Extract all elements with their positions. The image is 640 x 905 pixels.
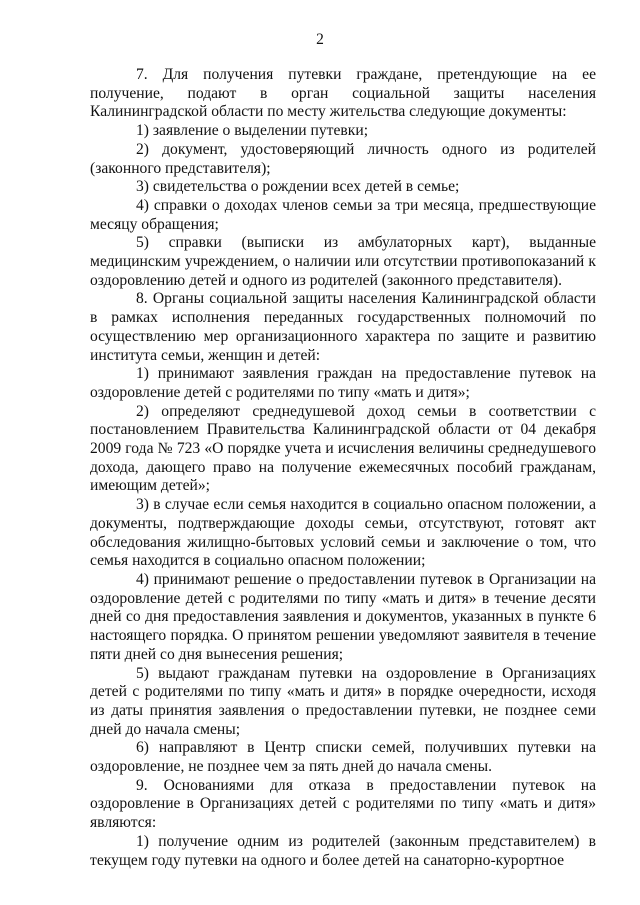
list-item-8-2: 2) определяют среднедушевой доход семьи в соответствии с постановлением Правительства Калининградской области от 04 декабря 2009 года № 723 «О порядке учета и исчисления величины среднедушевого дохода, дающего право на получение ежемесячных пособий гражданам, имеющим детей»; [90, 402, 596, 495]
page-number: 2 [316, 31, 324, 48]
list-item-7-4: 4) справки о доходах членов семьи за три месяца, предшествующие месяцу обращения; [90, 196, 596, 233]
paragraph-item-8: 8. Органы социальной защиты населения Калининградской области в рамках исполнения переданных государственных полномочий по осуществлению мер организационного характера по защите и развитию института семьи, женщин и детей: [90, 290, 596, 364]
list-item-8-5: 5) выдают гражданам путевки на оздоровление в Организациях детей с родителями по типу «мать и дитя» в порядке очередности, исходя из даты принятия заявления о предоставлении путевки, не позднее семи дней до начала смены; [90, 664, 596, 738]
list-item-8-3: 3) в случае если семья находится в социально опасном положении, а документы, подтверждающие доходы семьи, отсутствуют, готовят акт обследования жилищно-бытовых условий семьи и заключение о том, что семья находится в социально опасном положении; [90, 496, 596, 570]
list-item-7-2: 2) документ, удостоверяющий личность одного из родителей (законного представителя); [90, 140, 596, 177]
list-item-8-6: 6) направляют в Центр списки семей, получивших путевки на оздоровление, не позднее чем за пять дней до начала смены. [90, 739, 596, 776]
list-item-8-4: 4) принимают решение о предоставлении путевок в Организации на оздоровление детей с родителями по типу «мать и дитя» в течение десяти дней со дня предоставления заявления и документов, указанных в пункте 6 настоящего порядка. О принятом решении уведомляют заявителя в течение пяти дней со дня вынесения решения; [90, 570, 596, 663]
document-body [90, 66, 596, 870]
paragraph-item-7: 7. Для получения путевки граждане, претендующие на ее получение, подают в орган социальной защиты населения Калининградской области по месту жительства следующие документы: [90, 66, 596, 121]
list-item-7-5: 5) справки (выписки из амбулаторных карт), выданные медицинским учреждением, о наличии или отсутствии противопоказаний к оздоровлению детей и одного из родителей (законного представителя). [90, 234, 596, 289]
list-item-8-1: 1) принимают заявления граждан на предоставление путевок на оздоровление детей с родителями по типу «мать и дитя»; [90, 365, 596, 401]
list-item-7-1: 1) заявление о выделении путевки; [136, 122, 369, 140]
paragraph-item-9: 9. Основаниями для отказа в предоставлении путевок на оздоровление в Организациях детей с родителями по типу «мать и дитя» являются: [90, 776, 596, 832]
list-item-9-1: 1) получение одним из родителей (законным представителем) в текущем году путевки на одного и более детей на санаторно-курортное [90, 832, 596, 869]
list-item-7-3: 3) свидетельства о рождении всех детей в семье; [136, 178, 460, 196]
